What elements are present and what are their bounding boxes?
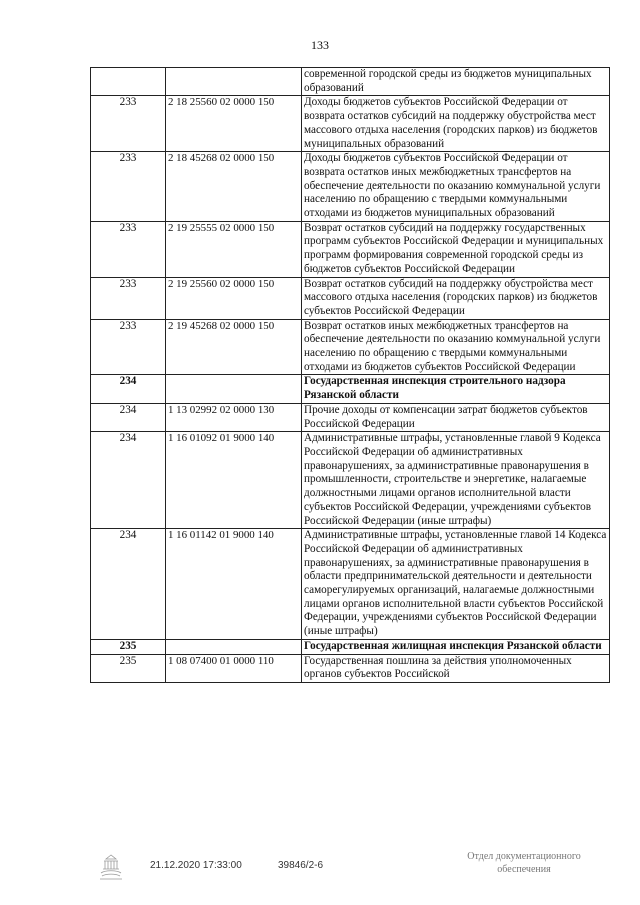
section-header-row [91, 375, 610, 403]
kbk-code-cell: 2 19 25560 02 0000 150 [166, 277, 302, 319]
table-row [91, 403, 610, 431]
office-line-1: Отдел документационного [467, 851, 581, 862]
description-cell: современной городской среды из бюджетов муниципальных образований [302, 68, 610, 96]
table-row [91, 96, 610, 152]
admin-code-cell [91, 68, 166, 96]
admin-code-cell: 233 [91, 96, 166, 152]
admin-code-cell: 234 [91, 529, 166, 640]
description-cell: Государственная инспекция строительного надзора Рязанской области [302, 375, 610, 403]
kbk-code-cell: 2 19 45268 02 0000 150 [166, 319, 302, 375]
description-cell: Административные штрафы, установленные главой 14 Кодекса Российской Федерации об административных правонарушениях, за административные правонарушения в области предпринимательской деятельности и деятельности саморегулируемых организаций, налагаемые должностными лицами органов исполнительной власти субъектов Российской Федерации, учреждениями субъектов Российской Федерации (иные штрафы) [302, 529, 610, 640]
table-row [91, 432, 610, 529]
kbk-code-cell: 2 19 25555 02 0000 150 [166, 221, 302, 277]
table-row [91, 221, 610, 277]
kbk-code-cell: 1 13 02992 02 0000 130 [166, 403, 302, 431]
admin-code-cell: 233 [91, 319, 166, 375]
footer-doc-code: 39846/2-6 [278, 860, 324, 871]
description-cell: Возврат остатков субсидий на поддержку государственных программ субъектов Российской Федерации и муниципальных программ формирования современной городской среды из бюджетов субъектов Российской Федерации [302, 221, 610, 277]
description-cell: Доходы бюджетов субъектов Российской Федерации от возврата остатков субсидий на поддержку обустройства мест массового отдыха населения (городских парков) из бюджетов муниципальных образований [302, 96, 610, 152]
kbk-code-cell [166, 68, 302, 96]
budget-codes-table [90, 67, 610, 683]
admin-code-cell: 233 [91, 221, 166, 277]
admin-code-cell: 233 [91, 152, 166, 222]
registry-logo-icon [96, 852, 126, 882]
footer-office-stamp [444, 850, 604, 876]
kbk-code-cell: 1 16 01092 01 9000 140 [166, 432, 302, 529]
admin-code-cell: 233 [91, 277, 166, 319]
admin-code-cell: 235 [91, 654, 166, 682]
description-cell: Доходы бюджетов субъектов Российской Федерации от возврата остатков иных межбюджетных трансфертов на обеспечение деятельности по оказанию коммунальной услуги населению по обращению с твердыми коммунальными отходами из бюджетов муниципальных образований [302, 152, 610, 222]
office-line-2: обеспечения [497, 864, 551, 875]
footer-datetime: 21.12.2020 17:33:00 [150, 860, 242, 871]
description-cell: Возврат остатков иных межбюджетных трансфертов на обеспечение деятельности по оказанию коммунальной услуги населению по обращению с твердыми коммунальными отходами из бюджетов субъектов Российской Федерации [302, 319, 610, 375]
table-row [91, 152, 610, 222]
description-cell: Государственная пошлина за действия уполномоченных органов субъектов Российской [302, 654, 610, 682]
kbk-code-cell [166, 375, 302, 403]
kbk-code-cell: 1 08 07400 01 0000 110 [166, 654, 302, 682]
section-header-row [91, 639, 610, 654]
description-cell: Государственная жилищная инспекция Рязанской области [302, 639, 610, 654]
admin-code-cell: 234 [91, 375, 166, 403]
description-cell: Возврат остатков субсидий на поддержку обустройства мест массового отдыха населения (городских парков) из бюджетов субъектов Российской Федерации [302, 277, 610, 319]
table-row [91, 277, 610, 319]
table-row [91, 654, 610, 682]
admin-code-cell: 234 [91, 432, 166, 529]
kbk-code-cell: 2 18 25560 02 0000 150 [166, 96, 302, 152]
page-footer [0, 850, 640, 890]
kbk-code-cell: 2 18 45268 02 0000 150 [166, 152, 302, 222]
kbk-code-cell [166, 639, 302, 654]
table-row [91, 529, 610, 640]
page-number: 133 [311, 38, 329, 52]
admin-code-cell: 234 [91, 403, 166, 431]
admin-code-cell: 235 [91, 639, 166, 654]
table-body [91, 68, 610, 683]
description-cell: Административные штрафы, установленные главой 9 Кодекса Российской Федерации об административных правонарушениях, за административные правонарушения в промышленности, строительстве и энергетике, налагаемые должностными лицами органов исполнительной власти субъектов Российской Федерации, учреждениями субъектов Российской Федерации (иные штрафы) [302, 432, 610, 529]
table-row [91, 68, 610, 96]
description-cell: Прочие доходы от компенсации затрат бюджетов субъектов Российской Федерации [302, 403, 610, 431]
kbk-code-cell: 1 16 01142 01 9000 140 [166, 529, 302, 640]
table-row [91, 319, 610, 375]
